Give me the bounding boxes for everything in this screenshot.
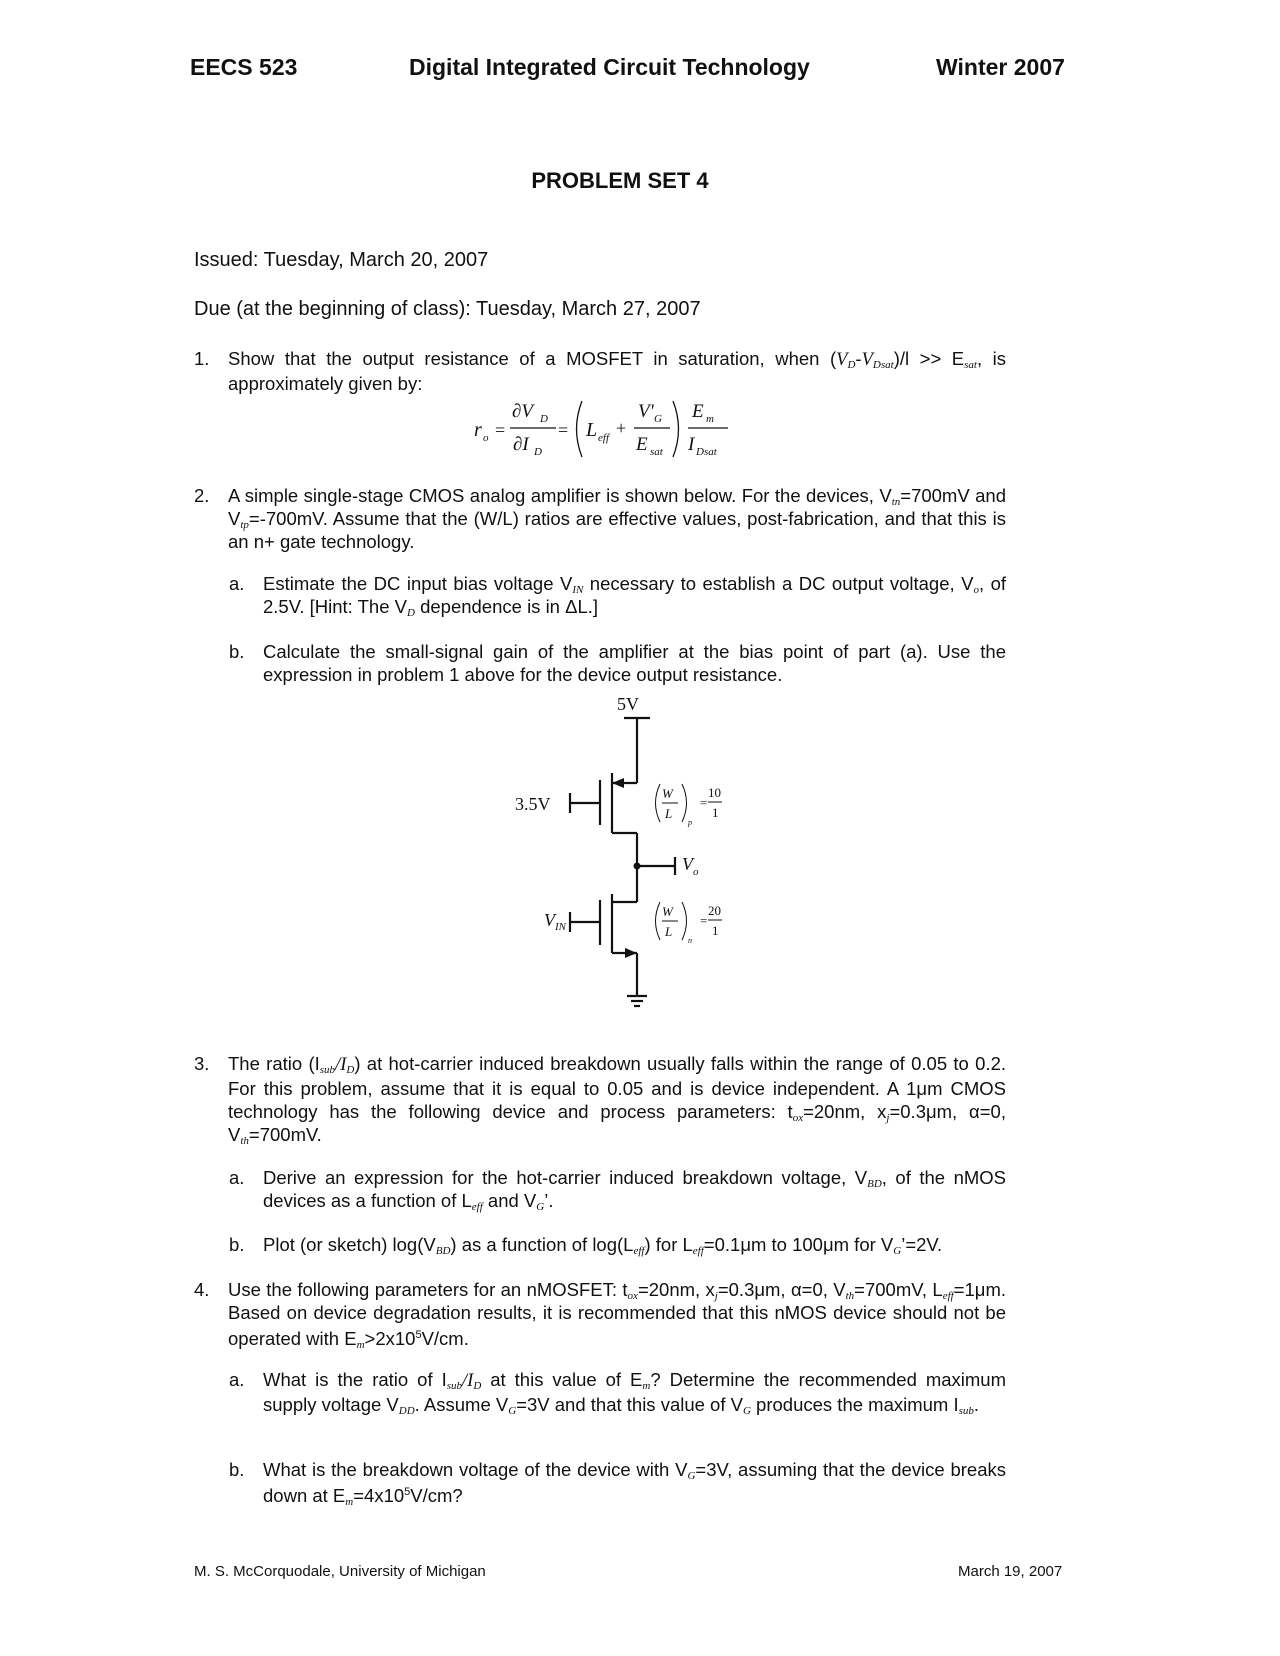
course-title: Digital Integrated Circuit Technology (409, 54, 810, 80)
problem-4: 4. Use the following parameters for an nMOSFET: $t_{ox}=20nm$, $x_j=0.3\mu m$, α=0, $V_{th}=700mV$, $L_{eff}=1\mu m$. Based on device degradation results, it is recommended that this nMOS device should not be operated with $E_m>2x10^5V/cm$. (194, 1279, 1006, 1352)
term: Winter 2007 (936, 54, 1065, 80)
svg-text:W: W (662, 786, 673, 801)
problem-4a: a. What is the ratio of $I_{sub}/I_D$ at this value of $E_m$? Determine the recommended maximum supply voltage $V_{DD}$. Assume $V_G=3V$ and that this value of $V_G$ produces the maximum $I_{sub}$. (229, 1369, 1007, 1417)
problem-3b: b. Plot (or sketch) $\log(V_{BD})$ as a function of $\log(L_{eff})$ for $L_{eff}=0.1\mu m$ to 100μm for $V_G’=2V$. (229, 1234, 943, 1257)
svg-text:L: L (665, 806, 673, 821)
svg-text:n: n (688, 936, 692, 945)
svg-text:W: W (662, 904, 673, 919)
svg-text:I: I (688, 434, 695, 455)
svg-text:1: 1 (712, 923, 719, 938)
nmos-gate-label: $V_{IN}$ (544, 910, 566, 933)
due-date: Due (at the beginning of class): Tuesday, March 27, 2007 (194, 298, 701, 320)
problem-3a: a. Derive an expression for the hot-carrier induced breakdown voltage, $V_{BD}$, of the nMOS devices as a function of $L_{eff}$ and $V_G$’. (229, 1167, 1006, 1213)
svg-text:=: = (700, 795, 708, 810)
svg-text:eff: eff (598, 432, 609, 444)
svg-text:=: = (495, 420, 506, 440)
svg-text:p: p (688, 818, 692, 827)
problem-number: 1. (194, 348, 210, 369)
svg-text:Dsat: Dsat (696, 446, 717, 458)
svg-text:∂I: ∂I (513, 434, 529, 455)
svg-text:D: D (534, 446, 542, 458)
svg-text:=: = (700, 913, 708, 928)
nmos-arrow (625, 948, 637, 958)
svg-text:E: E (636, 434, 648, 455)
output-label: $V_o$ (682, 854, 699, 878)
svg-text:r: r (474, 419, 482, 441)
nmos-ratio (656, 902, 723, 945)
output-node (634, 863, 641, 870)
pmos-gate-label: 3.5V (515, 794, 551, 814)
footer-date: March 19, 2007 (958, 1563, 1063, 1580)
svg-text:+: + (616, 418, 627, 438)
svg-text:V': V' (638, 401, 654, 422)
svg-text:o: o (483, 432, 489, 444)
issued-date: Issued: Tuesday, March 20, 2007 (194, 249, 489, 271)
supply-label: 5V (617, 694, 639, 714)
svg-text:sat: sat (650, 446, 663, 458)
svg-text:L: L (586, 419, 598, 441)
svg-text:G: G (654, 413, 662, 425)
problem-2b: b. Calculate the small-signal gain of the amplifier at the bias point of part (a). Use the expression in problem 1 above for the device output resistance. (229, 641, 1006, 685)
svg-text:20: 20 (708, 903, 721, 918)
course-code: EECS 523 (190, 54, 298, 80)
pmos-arrow (612, 778, 624, 788)
svg-text:E: E (692, 401, 704, 422)
footer-author: M. S. McCorquodale, University of Michigan (194, 1563, 486, 1580)
problem-3: 3. The ratio $(I_{sub}/I_D)$ at hot-carrier induced breakdown usually falls within the range of 0.05 to 0.2. For this problem, assume that it is equal to 0.05 and is device independent. A 1μm CMOS technology has the following device and process parameters: $t_{ox}=20nm$, $x_j=0.3\mu m$, α=0, $V_{th}=700mV$. (194, 1053, 1006, 1147)
pmos-ratio (656, 784, 723, 827)
problem-2a: a. Estimate the DC input bias voltage $V_{IN}$ necessary to establish a DC output voltage, $V_o$, of 2.5V. [Hint: The $V_D$ dependence is in ΔL.] (229, 573, 1006, 619)
problem-1: 1. Show that the output resistance of a MOSFET in saturation, when $(V_D-V_{Dsat})/l >> E_{sat}$, is approximately given by: (194, 348, 1007, 394)
svg-text:10: 10 (708, 785, 721, 800)
output-resistance-equation (470, 395, 750, 465)
svg-text:=: = (558, 420, 569, 440)
page-title: PROBLEM SET 4 (531, 168, 709, 193)
svg-text:D: D (540, 413, 548, 425)
problem-4b: b. What is the breakdown voltage of the device with $V_G=3V$, assuming that the device breaks down at $E_m=4x10^5V/cm$? (229, 1459, 1006, 1509)
svg-text:∂V: ∂V (512, 401, 533, 422)
cmos-amplifier-schematic (500, 690, 760, 1020)
svg-text:m: m (706, 413, 714, 425)
svg-text:L: L (665, 924, 673, 939)
problem-2: 2. A simple single-stage CMOS analog amplifier is shown below. For the devices, $V_{tn}=700mV$ and $V_{tp}=-700mV$. Assume that the (W/L) ratios are effective values, post-fabrication, and that this is an n+ gate technology. (194, 485, 1006, 552)
svg-text:1: 1 (712, 805, 719, 820)
